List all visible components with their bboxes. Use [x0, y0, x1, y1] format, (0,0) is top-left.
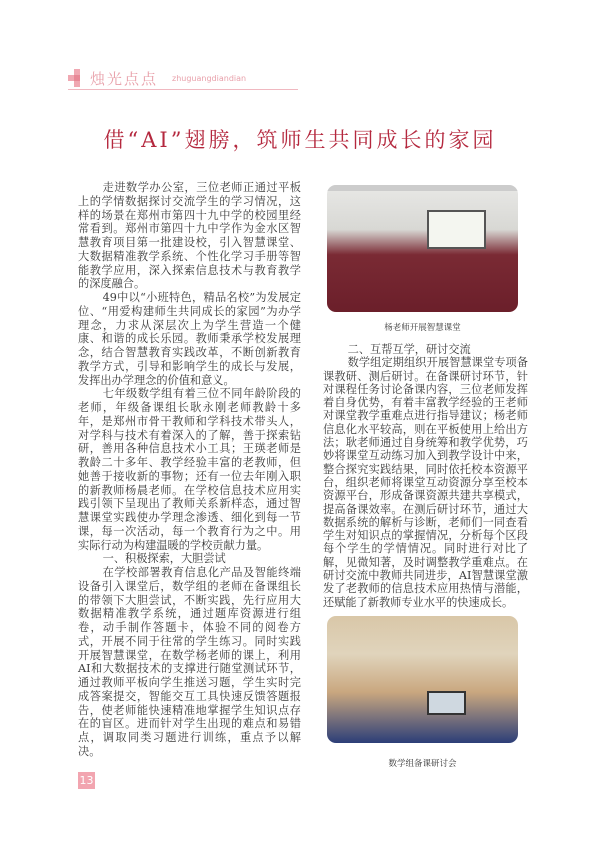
squares-logo-icon [68, 69, 88, 87]
paragraph: 在学校部署教育信息化产品及智能终端设备引入课堂后，数学组的老师在备课组长的带领下大胆尝试，不断实践，先行应用大数据精准教学系统，通过题库资源进行组卷，动手制作答题卡，体验不同的阅卷方式，开展不同于往常的学生练习。同时实践开展智慧课堂，在数学杨老师的课上，利用AI和大数据技术的支撑进行随堂测试环节，通过教师平板向学生推送习题，学生实时完成答案提交，智能交互工具快速反馈答题报告，使老师能快速精准地掌握学生知识点存在的盲区。进而针对学生出现的难点和易错点，调取同类习题进行训练，重点予以解决。 [78, 566, 301, 758]
photo-caption: 数学组备课研讨会 [388, 759, 457, 769]
left-column [78, 181, 301, 759]
paragraph: 七年级数学组有着三位不同年龄阶段的老师，年级备课组长耿永刚老师教龄十多年，是郑州市骨干教师和学科技术带头人，对学科与技术有着深入的了解，善于探索钻研，善用各种信息技术小工具；王瑛老师是教龄二十多年、教学经验丰富的老教师，但她善于接收新的事物；还有一位去年刚入职的新教师杨晨老师。在学校信息技术应用实践引领下呈现出了教师关系新样态，通过智慧课堂实践使办学理念渗透、细化到每一节课，每一次活动，每一个教育行为之中。用实际行动为构建温暖的学校贡献力量。 [78, 387, 301, 552]
section-header [68, 67, 298, 90]
section-heading: 二、互帮互学，研讨交流 [347, 343, 471, 356]
section-heading: 一、积极探索，大胆尝试 [102, 552, 226, 566]
paragraph: 49中以“小班特色，精品名校”为发展定位、“用爱构建师生共同成长的家园”为办学理念，力求从深层次上为学生营造一个健康、和谐的成长乐园。教师秉承学校发展理念，结合智慧教育实践改革，不断创新教育教学方式，引导和影响学生的成长与发展，发挥出办学理念的价值和意义。 [78, 291, 301, 387]
page-number: 13 [79, 774, 94, 787]
article-title: 借“AI”翅膀，筑师生共同成长的家园 [103, 128, 497, 152]
section-title: 烛光点点 [90, 70, 159, 88]
classroom-photo [327, 185, 518, 312]
photo-caption: 杨老师开展智慧课堂 [384, 323, 461, 333]
paragraph: 数学组定期组织开展智慧课堂专项备课教研、测后研讨。在备课研讨环节，针对课程任务讨论备课内容，三位老师发挥着自身优势，有着丰富教学经验的王老师对课堂教学重难点进行指导建议；杨老师信息化水平较高，则在平板使用上给出方法；耿老师通过自身统筹和教学优势，巧妙将课堂互动练习加入到教学设计中来，整合探究实践结果，同时依托校本资源平台，组织老师将课堂互动资源分享至校本资源平台，形成备课资源共建共享模式，提高备课效率。在测后研讨环节，通过大数据系统的解析与诊断，老师们一同查看学生对知识点的掌握情况，分析每个区段每个学生的学情情况。同时进行对比了解，见微知著，及时调整教学重难点。在研讨交流中教师共同进步，AI智慧课堂激发了老教师的信息技术应用热情与潜能，还赋能了新教师专业水平的快速成长。 [323, 356, 528, 609]
section-pinyin: zhuguangdiandian [172, 74, 247, 83]
meeting-photo [327, 616, 518, 743]
paragraph: 走进数学办公室，三位老师正通过平板上的学情数据探讨交流学生的学习情况，这样的场景在郑州市第四十九中学的校园里经常看到。郑州市第四十九中学作为金水区智慧教育项目第一批建设校，引入智慧课堂、大数据精准教学系统、个性化学习手册等智能教学应用，深入探索信息技术与教育教学的深度融合。 [78, 181, 301, 291]
right-column [323, 343, 528, 609]
